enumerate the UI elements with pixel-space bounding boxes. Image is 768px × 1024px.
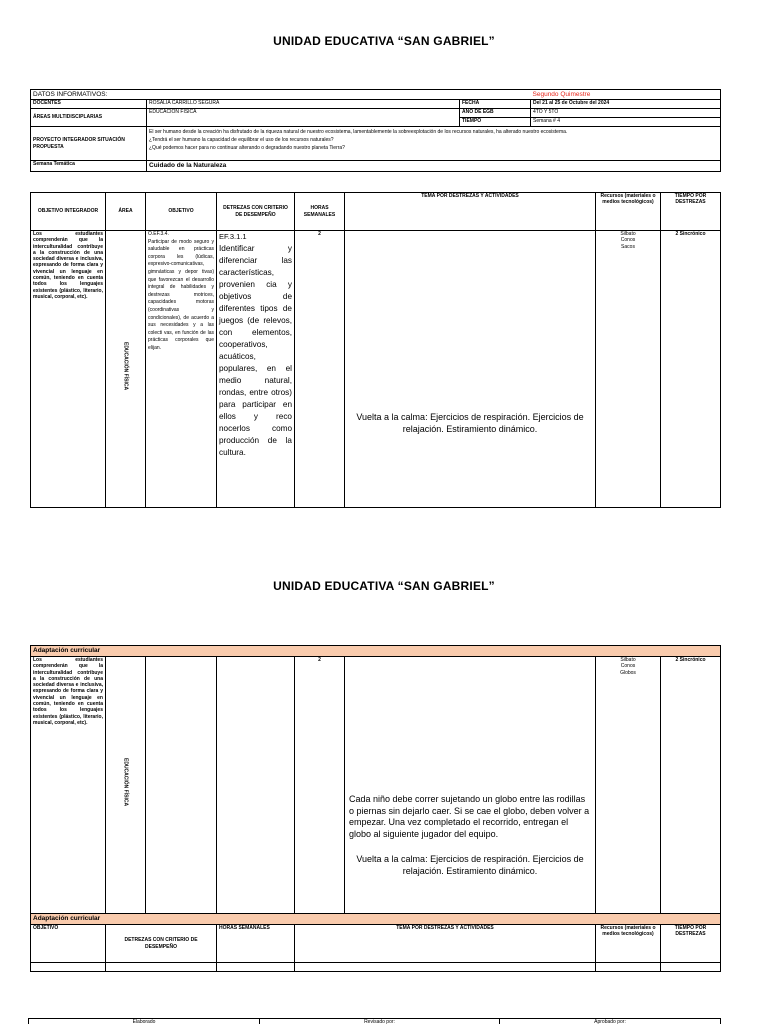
fecha-value: Del 21 al 25 de Octubre del 2024 [531, 100, 721, 109]
p2-tema-text: Vuelta a la calma: Ejercicios de respiración. Ejercicios de relajación. Estiramiento dinámico. [356, 854, 584, 876]
p2-area-cell [106, 657, 146, 914]
aprobado-label: Aprobado por: [500, 1019, 721, 1024]
header-destrezas: DETREZAS CON CRITERIO DE DESEMPEÑO [217, 193, 295, 231]
h2-objetivo: OBJETIVO [31, 925, 106, 963]
page1-title: UNIDAD EDUCATIVA “SAN GABRIEL” [273, 34, 495, 48]
planificacion-table [30, 192, 721, 508]
recurso-2: Conos [620, 237, 636, 244]
destreza-text: Identificar y diferenciar las características, provenien cia y objetivos de diferentes tipos de juegos (de relevos, con elementos, cooperativos, acuáticos, populares, en el medio natural, rondas, entre otros) para participar en ellos y reco nocerlos como producción de la cultura. [219, 244, 292, 457]
docentes-label: DOCENTES [31, 100, 147, 109]
h2-recursos: Recursos (materiales o medios tecnológicos) [596, 925, 661, 963]
destreza-code: EF.3.1.1 [219, 232, 247, 241]
empty-cell [217, 963, 295, 972]
header-objetivo-integrador: OBJETIVO INTEGRADOR [31, 193, 106, 231]
tiempo-cell: 2 Sincrónico [661, 231, 721, 508]
header-recursos: Recursos (materiales o medios tecnológicos) [596, 193, 661, 231]
empty-cell [106, 963, 217, 972]
p2-tiempo-cell: 2 Sincrónico [661, 657, 721, 914]
horas-cell: 2 [295, 231, 345, 508]
p2-horas-cell: 2 [295, 657, 345, 914]
adaptacion-label: Adaptación curricular [31, 646, 721, 657]
empty-cell [295, 963, 596, 972]
p2-destreza-cell [217, 657, 295, 914]
elaborado-label: Elaborado [29, 1019, 260, 1024]
empty-cell [31, 963, 106, 972]
objetivo-code: O.EF.3.4. [148, 231, 169, 237]
semana-value: Cuidado de la Naturaleza [147, 161, 721, 172]
objetivo-cell [146, 231, 217, 508]
header-horas: HORAS SEMANALES [295, 193, 345, 231]
p2-objetivo-cell [146, 657, 217, 914]
docentes-value: ROSALIA CARRILLO SEGURA [147, 100, 460, 109]
proyecto-line-3: ¿Qué podemos hacer para no continuar alterando o degradando nuestro planeta Tierra? [149, 145, 345, 151]
p2-recurso-2: Conos [620, 663, 636, 670]
p2-actividad-text: Cada niño debe correr sujetando un globo entre las rodillas o piernas sin dejarlo caer. Si se cae el globo, deben volver a empezar. Una vez completado el recorrido, entregan el globo al siguiente jugador del equipo. [349, 794, 590, 839]
tema-cell: Vuelta a la calma: Ejercicios de respiración. Ejercicios de relajación. Estiramiento dinámico. [345, 231, 596, 508]
area-value: EDUCACIÓN FÍSICA [147, 109, 460, 127]
header-objetivo: OBJETIVO [146, 193, 217, 231]
recurso-1: Silbato [620, 231, 636, 237]
p2-tema-cell [345, 657, 596, 914]
objetivo-text: Participar de modo seguro y saludable en prácticas corpora les (lúdicas, expresivo-comunicativas, gimnásticas y depor tivas) que favorezcan el desarrollo integral de habilidades y destrezas motrices, capacidades motoras (coordinativas y condicionales), de acuerdo a sus necesidades y a las colecti vas, en función de las prácticas corporales que elijan. [148, 238, 214, 351]
datos-informativos-table [30, 89, 721, 172]
empty-cell [661, 963, 721, 972]
p2-recurso-3: Globos [620, 669, 636, 676]
revisado-label: Revisado por: [260, 1019, 500, 1024]
h2-tiempo: TIEMPO POR DESTREZAS [661, 925, 721, 963]
anio-label: AÑO DE EGB [460, 109, 531, 118]
objetivo-integrador-cell: Los estudiantes comprenderán que la interculturalidad contribuye a la construcción de una sociedad diversa e inclusiva, expresando de forma clara y vivencial un lenguaje en común, teniendo en cuenta todos los lenguajes existentes (plástico, literario, musical, corporal, etc). [31, 231, 106, 508]
anio-value: 4TO Y 5TO [531, 109, 721, 118]
empty-cell [596, 963, 661, 972]
header-tema: TEMA POR DESTREZAS Y ACTIVIDADES [345, 193, 596, 231]
tiempo-label: TIEMPO [460, 118, 531, 127]
areas-label: ÁREAS MULTIDISCIPLARIAS [31, 109, 147, 127]
fecha-label: FECHA [460, 100, 531, 109]
area-vertical-text: EDUCACIÓN FÍSICA [122, 342, 129, 391]
signature-table [28, 1018, 721, 1024]
p2-recursos-cell [596, 657, 661, 914]
recurso-3: Sacos [621, 243, 635, 250]
destreza-cell [217, 231, 295, 508]
tiempo-value: Semana # 4 [531, 118, 721, 127]
adaptacion2-label: Adaptación curricular [31, 914, 721, 925]
page2-title: UNIDAD EDUCATIVA “SAN GABRIEL” [273, 579, 495, 593]
h2-horas: HORAS SEMANALES [217, 925, 295, 963]
recursos-cell [596, 231, 661, 508]
h2-tema: TEMA POR DESTREZAS Y ACTIVIDADES [295, 925, 596, 963]
datos-label: DATOS INFORMATIVOS: [31, 90, 531, 100]
p2-recurso-1: Silbato [620, 657, 636, 663]
adaptacion-header-table [30, 924, 721, 972]
proyecto-line-2: ¿Tendrá el ser humano la capacidad de equilibrar el uso de los recursos naturales? [149, 137, 334, 143]
proyecto-label: PROYECTO INTEGRADOR SITUACIÓN PROPUESTA [31, 127, 147, 161]
quimestre-label: Segundo Quimestre [531, 90, 721, 100]
p2-area-vertical-text: EDUCACIÓN FÍSICA [122, 758, 129, 807]
header-tiempo: TIEMPO POR DESTREZAS [661, 193, 721, 231]
area-cell [106, 231, 146, 508]
semana-label: Semana Temática [31, 161, 147, 172]
h2-destrezas: DETREZAS CON CRITERIO DE DESEMPEÑO [106, 925, 217, 963]
p2-objetivo-integrador-cell: Los estudiantes comprenderán que la interculturalidad contribuye a la construcción de una sociedad diversa e inclusiva, expresando de forma clara y vivencial un lenguaje en común, teniendo en cuenta todos los lenguajes existentes (plástico, literario, musical, corporal, etc). [31, 657, 106, 914]
header-area: ÁREA [106, 193, 146, 231]
proyecto-text [147, 127, 721, 161]
adaptacion-table [30, 645, 721, 925]
proyecto-line-1: El ser humano desde la creación ha disfrutado de la riqueza natural de nuestro ecosistema, lamentablemente la sobreexplotación de los recursos naturales, ha alterado nuestro ecosistema. [149, 129, 568, 135]
